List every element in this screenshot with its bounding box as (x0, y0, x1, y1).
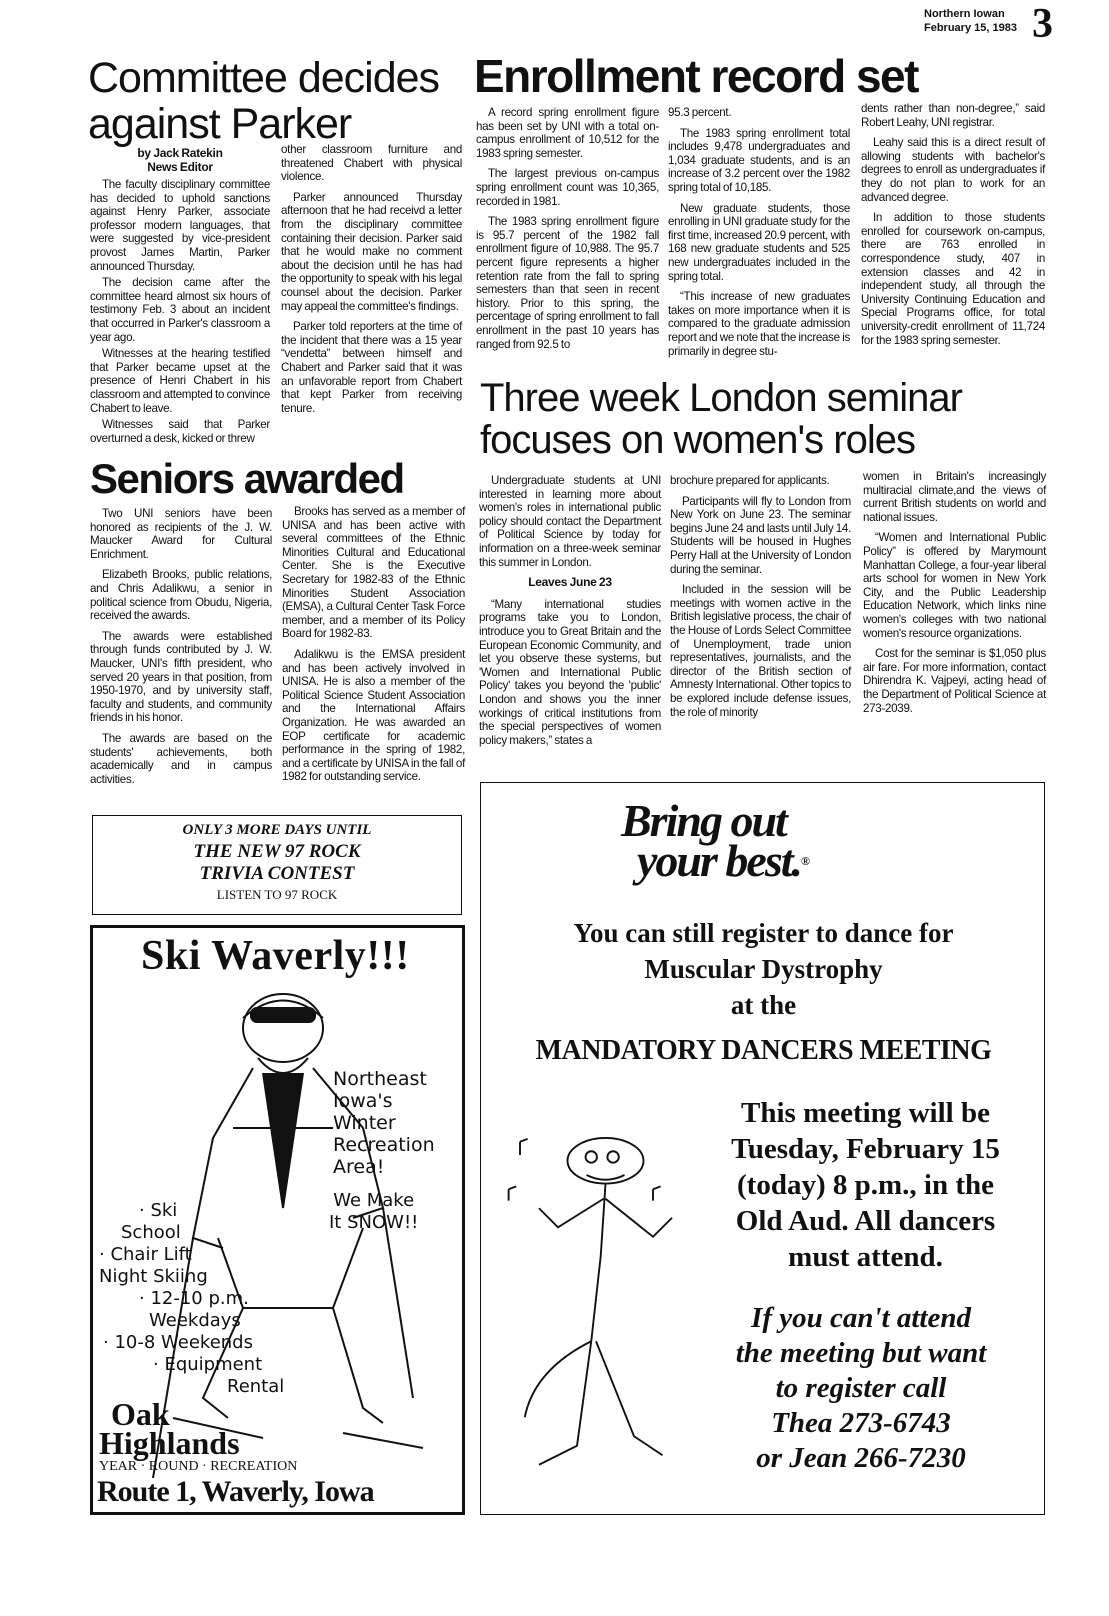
detail-line: Old Aud. All dancers (735, 1205, 996, 1237)
tagline-line: Northeast (333, 1068, 427, 1090)
committee-headline (88, 54, 440, 148)
meeting-title: MANDATORY DANCERS MEETING (535, 1035, 992, 1066)
feature-item: · Ski (139, 1200, 178, 1221)
contact-line: to register call (775, 1372, 947, 1404)
seniors-headline: Seniors awarded (90, 455, 404, 502)
snow-tagline (329, 1190, 418, 1234)
article-paragraph: brochure prepared for applicants. (670, 474, 830, 487)
committee-col-2 (281, 143, 462, 422)
feature-item: Rental (227, 1376, 285, 1397)
contact-line: or Jean 266-7230 (756, 1442, 966, 1474)
ski-ad-title: Ski Waverly!!! (141, 933, 410, 979)
slogan: YEAR · ROUND · RECREATION (99, 1459, 298, 1474)
article-paragraph: Witnesses said that Parker overturned a desk, kicked or threw (90, 418, 270, 445)
contact-line: If you can't attend (751, 1302, 971, 1334)
article-paragraph: dents rather than non-degree,” said Robert Leahy, UNI registrar. (861, 102, 1045, 129)
tagline-line: It SNOW!! (329, 1212, 419, 1233)
seniors-col-2 (282, 505, 465, 791)
intro (481, 915, 1045, 1023)
tagline-line: Area! (333, 1156, 385, 1178)
intro-line: Muscular Dystrophy (644, 954, 883, 984)
headline-line: focuses on women's roles (480, 418, 915, 462)
article-paragraph: “Many international studies programs take you to London, introduce you to Great Britain and the European Economic Community, and let you observe these systems, but 'Women and International Public Policy' takes you beyond the 'public' London and shows you the inner workings of critical institutions from the special perspectives of women policy makers,” states a (479, 597, 661, 747)
article-paragraph: Brooks has served as a member of UNISA and has been active with several committees of the Ethnic Minorities Cultural and Educational Center. She is the Executive Secretary for 1982-83 of the Ethnic Minorities Student Association (EMSA), a Cultural Center Task Force member, and a member of its Policy Board for 1982-83. (282, 505, 465, 641)
ad-line: TRIVIA CONTEST (199, 863, 355, 884)
ad-line: ONLY 3 MORE DAYS UNTIL (182, 822, 372, 838)
article-paragraph: In addition to those students enrolled for coursework on-campus, there are 763 enrolled in correspondence study, 407 in extension classes and 42 in independent study, all through the University Continuing Education and Special Programs office, for total university-credit enrollment of 11,724 for the 1983 spring semester. (861, 211, 1045, 347)
ad-line: THE NEW 97 ROCK (193, 841, 361, 862)
article-paragraph: Leahy said this is a direct result of allowing students with bachelor's degrees to enroll as undergraduates if they do not plan to work for an advanced degree. (861, 136, 1045, 204)
london-col-1 (479, 474, 661, 754)
address: Route 1, Waverly, Iowa (97, 1475, 374, 1508)
music-note-icon (653, 1186, 661, 1200)
dance-marathon-ad (480, 782, 1045, 1515)
subhead: Leaves June 23 (528, 575, 612, 590)
tagline (333, 1068, 435, 1178)
article-paragraph: Parker told reporters at the time of the incident that there was a 15 year “vendetta” between himself and Chabert and Parker said that it was an unfavorable report from Chabert that kept Parker from receiving tenure. (281, 320, 462, 415)
music-note-icon (520, 1139, 528, 1155)
feature-item: · Chair Lift (99, 1244, 192, 1265)
detail-line: This meeting will be (741, 1097, 990, 1129)
article-paragraph: The largest previous on-campus spring enrollment count was 10,365, recorded in 1981. (476, 167, 659, 208)
ad-line: LISTEN TO 97 ROCK (216, 887, 338, 902)
article-paragraph: Cost for the seminar is $1,050 plus air fare. For more information, contact Dhirendra K. Vajpeyi, acting head of the Department of Political Science at 273-2039. (863, 647, 1046, 715)
london-headline (480, 378, 962, 460)
article-paragraph: The 1983 spring enrollment figure is 95.7 percent of the 1982 fall enrollment figure of 10,988. The 95.7 percent figure represents a higher retention rate from the fall to spring semesters than that seen in recent history. Prior to this spring, the percentage of spring enrollment to fall enrollment in the past 10 years has ranged from 92.5 to (476, 215, 659, 351)
article-paragraph: 95.3 percent. (668, 106, 732, 119)
feature-item: · 12-10 p.m. (139, 1288, 249, 1309)
article-paragraph: Two UNI seniors have been honored as recipients of the J. W. Maucker Award for Cultural Enrichment. (90, 507, 272, 561)
registered-mark: ® (801, 854, 808, 868)
pink-panther-illustration (501, 1113, 691, 1503)
brand-line: Oak (111, 1396, 170, 1432)
tagline-line: Iowa's (333, 1090, 393, 1112)
london-col-3 (863, 470, 1046, 722)
enrollment-headline: Enrollment record set (474, 50, 918, 102)
bring-out-your-best-logo (621, 795, 808, 886)
detail-line: must attend. (788, 1241, 943, 1273)
enrollment-col-3 (861, 102, 1045, 354)
meeting-details (693, 1095, 1038, 1275)
byline-author: by Jack Ratekin (137, 146, 223, 160)
enrollment-col-2 (668, 106, 850, 365)
article-paragraph: The 1983 spring enrollment total includes 9,478 undergraduates and 1,034 graduate students, and is an increase of 3.2 percent over the 1982 spring total of 10,185. (668, 126, 850, 194)
enrollment-col-1 (476, 106, 659, 358)
logo-line: Bring out (621, 795, 786, 846)
article-paragraph: The awards were established through funds contributed by J. W. Maucker, UNI's fifth president, who served 20 years in that position, from 1950-1970, and by university staff, faculty and students, and community friends in his honor. (90, 629, 272, 725)
intro-line: You can still register to dance for (573, 918, 954, 948)
article-paragraph: other classroom furniture and threatened Chabert with physical violence. (281, 143, 462, 184)
contact-info (691, 1301, 1031, 1476)
article-paragraph: “This increase of new graduates takes on more importance when it is compared to the graduate admission report and we note that the increase is primarily in degree stu- (668, 290, 851, 358)
music-note-icon (509, 1186, 517, 1200)
feature-list (99, 1200, 284, 1398)
article-paragraph: Adalikwu is the EMSA president and has been actively involved in UNISA. He is also a member of the Political Science Student Association and the International Affairs Organization. He was awarded an EOP certificate for academic performance in the spring of 1982, and a certificate by UNISA in the fall of 1982 for outstanding service. (282, 647, 465, 784)
headline-line: against Parker (88, 100, 352, 148)
byline-title: News Editor (147, 160, 213, 174)
feature-item: Night Skiing (99, 1266, 208, 1287)
feature-item: Weekdays (149, 1310, 241, 1331)
article-paragraph: The decision came after the committee heard almost six hours of testimony Feb. 3 about an incident that occurred in Parker's classroom a year ago. (90, 276, 270, 344)
committee-col-1 (90, 146, 270, 448)
article-paragraph: Parker announced Thursday afternoon that he had receivd a letter from the disciplinary committee containing their decision. Parker said that he would make no comment about the decision until he has had the opportunity to speak with his legal counsel about the decision. Parker may appeal the committee's findings. (281, 190, 462, 313)
ski-waverly-ad (90, 925, 465, 1515)
article-paragraph: Witnesses at the hearing testified that Parker became upset at the presence of Henri Chabert in his classroom and attempted to convince Chabert to leave. (90, 347, 270, 415)
article-paragraph: women in Britain's increasingly multiracial climate,and the views of current British students on world and national issues. (863, 470, 1046, 524)
article-paragraph: The awards are based on the students' achievements, both academically and in campus activities. (90, 731, 272, 786)
article-paragraph: A record spring enrollment figure has been set by UNI with a total on-campus enrollment of 10,512 for the 1983 spring semester. (476, 106, 659, 160)
logo-line (621, 835, 808, 886)
article-paragraph: Included in the session will be meetings with women active in the British legislative process, the chair of the House of Lords Select Committee of Unemployment, trade union representatives, journalists, and the director of the British section of Amnesty International. Other topics to be explored include defense issues, the role of minority (670, 583, 851, 719)
intro-line: at the (730, 990, 797, 1020)
seniors-col-1 (90, 507, 272, 793)
detail-line: Tuesday, February 15 (731, 1133, 1000, 1165)
issue-date: February 15, 1983 (924, 22, 1017, 34)
oak-highlands-logo (99, 1396, 240, 1461)
article-paragraph: New graduate students, those enrolling in UNI graduate study for the first time, increased 20.9 percent, with 168 new graduate students and 525 new undergraduates included in the spring total. (668, 201, 850, 283)
page-number: 3 (1032, 1, 1053, 47)
headline-line: Three week London seminar (480, 376, 962, 420)
london-col-2 (670, 474, 851, 726)
contact-line: the meeting but want (735, 1337, 987, 1369)
tagline-line: We Make (333, 1190, 415, 1211)
feature-item: · Equipment (153, 1354, 263, 1375)
feature-item: · 10-8 Weekends (103, 1332, 253, 1353)
brand-line: Highlands (99, 1425, 240, 1461)
article-paragraph: Elizabeth Brooks, public relations, and Chris Adalikwu, a senior in political science from Obudu, Nigeria, received the awards. (90, 568, 272, 623)
tagline-line: Recreation (333, 1134, 435, 1156)
byline (90, 146, 270, 174)
logo-text: your best. (637, 835, 801, 886)
headline-line: Committee decides (88, 54, 440, 102)
masthead (918, 1, 1058, 47)
detail-line: (today) 8 p.m., in the (737, 1169, 994, 1201)
article-paragraph: “Women and International Public Policy” is offered by Marymount Manhattan College, a four-year liberal arts school for women in New York City, and the Public Leadership Education Network, which links nine women's colleges with two national women's resource organizations. (863, 531, 1046, 640)
feature-item: School (121, 1222, 181, 1243)
article-paragraph: The faculty disciplinary committee has decided to uphold sanctions against Henry Parker, associate professor modern languages, that were suggested by vice-president provost James Martin, Parker announced Thursday. (90, 178, 270, 273)
trivia-contest-ad (92, 815, 462, 915)
article-paragraph: Participants will fly to London from New York on June 23. The seminar begins June 24 and lasts until July 14. Students will be housed in Hughes Perry Hall at the University of London during the seminar. (670, 494, 851, 576)
paper-name: Northern Iowan (924, 8, 1005, 20)
tagline-line: Winter (333, 1112, 396, 1134)
article-paragraph: Undergraduate students at UNI interested in learning more about women's roles in international public policy should contact the Department of Political Science by today for information on a three-week seminar this summer in London. (479, 474, 661, 569)
contact-line: Thea 273-6743 (771, 1407, 951, 1439)
